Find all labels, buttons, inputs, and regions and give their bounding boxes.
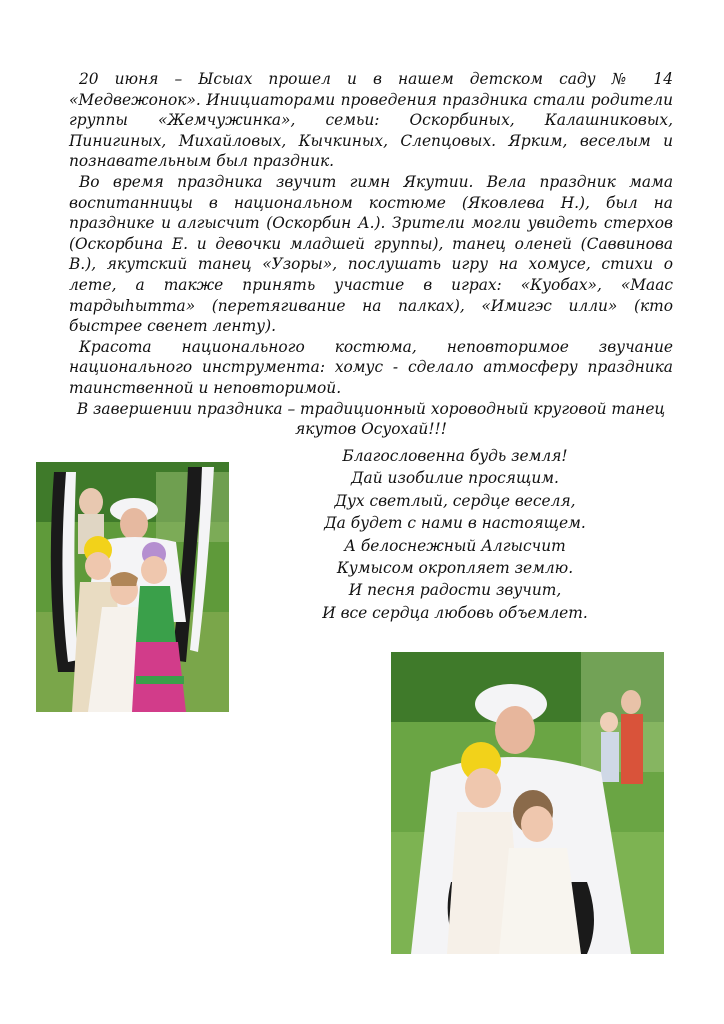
poem-line: И все сердца любовь объемлет.	[322, 603, 588, 622]
article-paragraph-program: Во время праздника звучит гимн Якутии. Вела праздник мама воспитанницы в национальном костюме (Яковлева Н.), был на празднике и алгысчит (Оскорбин А.). Зрители могли увидеть стерхов (Оскорбина Е. и девочки младшей группы), танец оленей (Саввинова В.), якутский танец «Узоры», послушать игру на хомусе, стихи о лете, а также принять участие в играх: «Куобах», «Маас тардыһытта» (перетягивание на палках), «Имигэс илли» (кто быстрее свенет ленту).	[69, 172, 673, 336]
poem-line: Да будет с нами в настоящем.	[324, 514, 586, 533]
photo-woman-embracing-girls	[391, 652, 664, 954]
poem-line: Кумысом окропляет землю.	[336, 559, 574, 578]
poem-line: И песня радости звучит,	[348, 581, 562, 600]
article-paragraph-finale: В завершении праздника – традиционный хороводный круговой танец якутов Осуохай!!!	[76, 399, 666, 439]
article	[69, 69, 673, 440]
article-paragraph-costume: Красота национального костюма, неповторимое звучание национального инструмента: хомус - сделало атмосферу праздника таинственной и неповторимой.	[69, 337, 673, 397]
poem	[300, 445, 610, 624]
poem-line: Благословенна будь земля!	[342, 447, 568, 465]
poem-line: Дай изобилие просящим.	[351, 469, 559, 488]
poem-line: Дух светлый, сердце веселя,	[334, 491, 576, 510]
photo-costumed-woman-with-girls	[36, 462, 229, 712]
poem-line: А белоснежный Алгысчит	[344, 536, 566, 555]
article-paragraph-intro: 20 июня – Ысыах прошел и в нашем детском саду № 14 «Медвежонок». Инициаторами проведения праздника стали родители группы «Жемчужинка», семьи: Оскорбиных, Калашниковых, Пинигиных, Михайловых, Кычкиных, Слепцовых. Ярким, веселым и познавательным был праздник.	[69, 70, 673, 171]
